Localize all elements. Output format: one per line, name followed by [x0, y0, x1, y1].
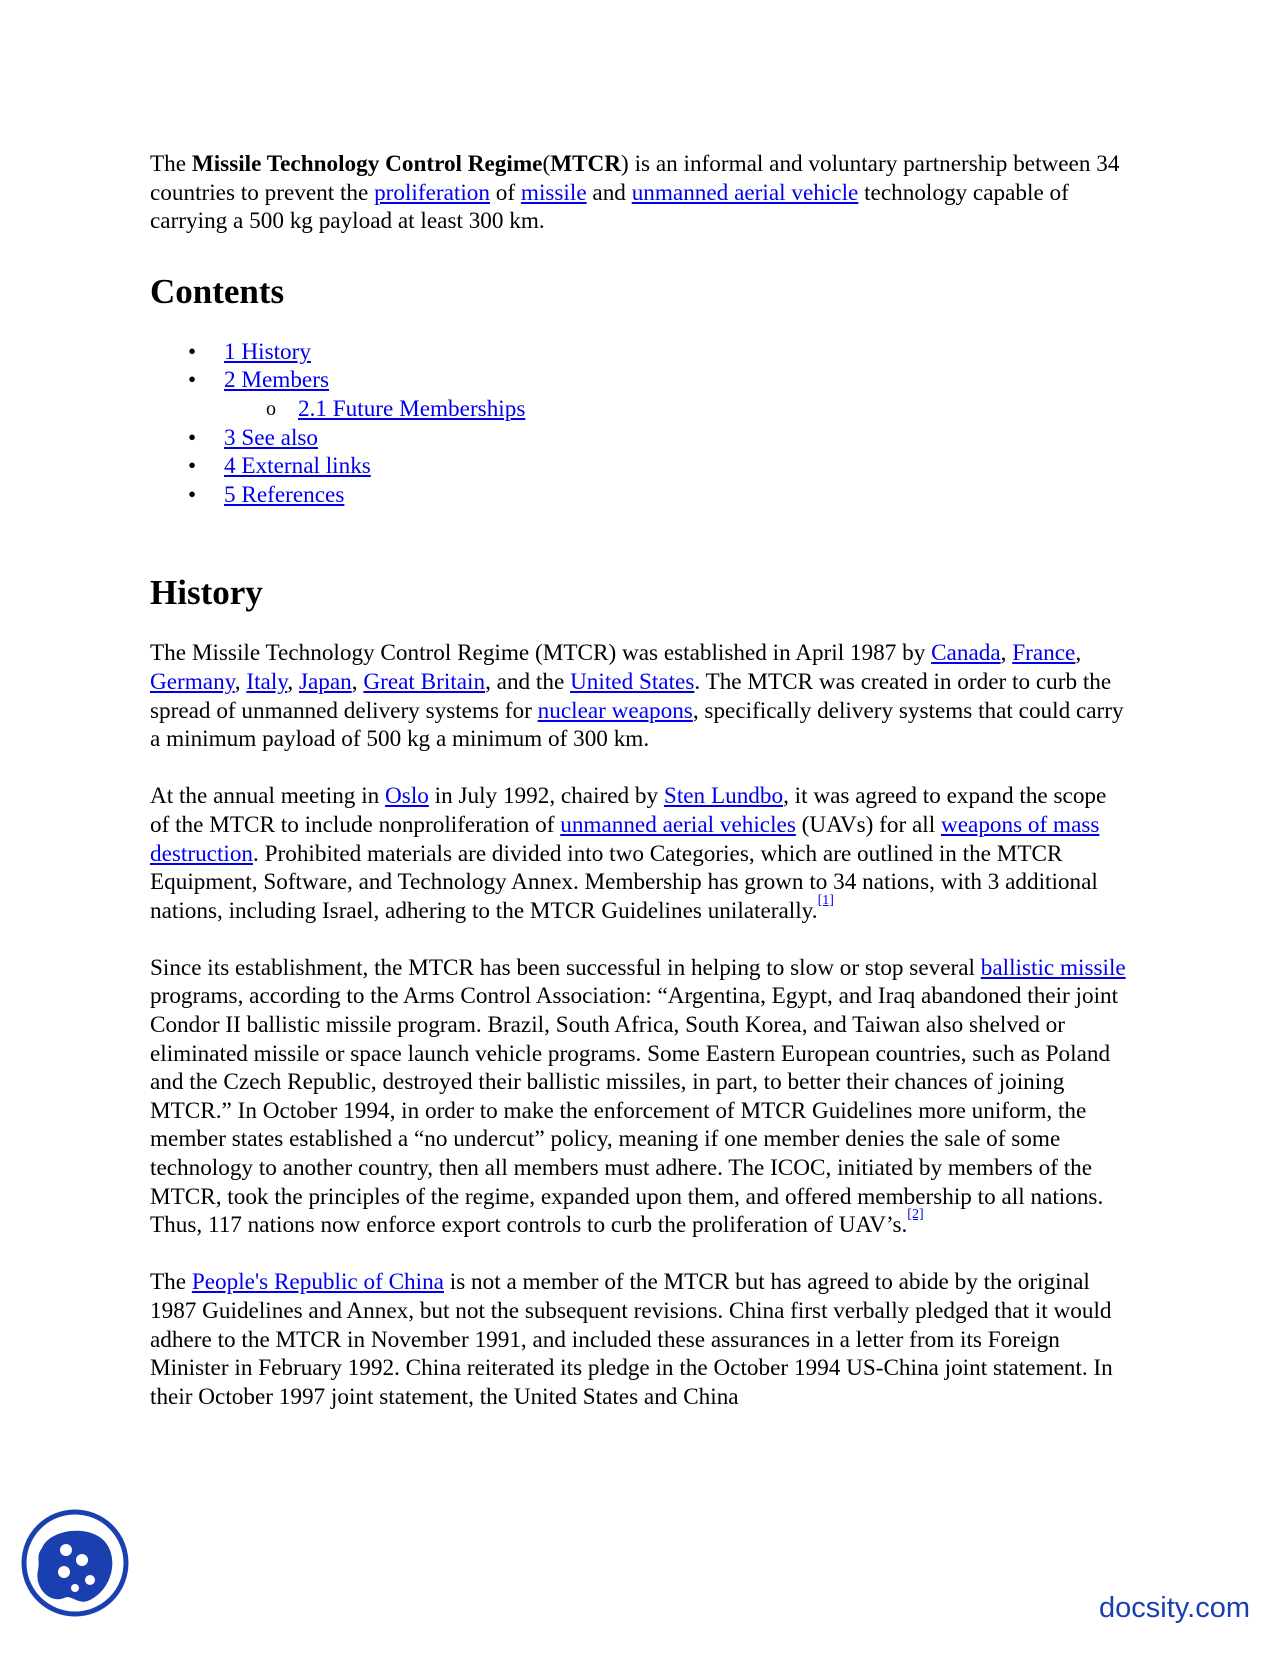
- link-proliferation[interactable]: proliferation: [374, 179, 490, 206]
- intro-paragraph: The Missile Technology Control Regime(MTCR) is an informal and voluntary partnership between 34 countries to prevent the proliferation of missile and unmanned aerial vehicle technology capable of carrying a 500 kg payload at least 300 km.: [150, 151, 1120, 235]
- link-nuclear-weapons[interactable]: nuclear weapons: [537, 697, 693, 724]
- link-oslo[interactable]: Oslo: [385, 783, 429, 810]
- bullet-icon: •: [188, 481, 197, 508]
- bullet-icon: •: [188, 338, 197, 365]
- reference-link-1[interactable]: [1]: [817, 892, 834, 908]
- history-paragraph-4: The People's Republic of China is not a member of the MTCR but has agreed to abide by the original 1987 Guidelines and Annex, but not the subsequent revisions. China first verbally pledged that it would adhere to the MTCR in November 1991, and included these assurances in a letter from its Foreign Minister in February 1992. China reiterated its pledge in the October 1994 US-China joint statement. In their October 1997 joint statement, the United States and China: [150, 1269, 1113, 1410]
- docsity-logo-icon[interactable]: [20, 1508, 130, 1618]
- mtcr-title: Missile Technology Control Regime: [191, 151, 543, 177]
- bullet-icon: •: [188, 367, 197, 394]
- link-peoples-republic-of-china[interactable]: People's Republic of China: [191, 1269, 444, 1296]
- history-paragraph-3: Since its establishment, the MTCR has been successful in helping to slow or stop several ballistic missile programs, according to the Arms Control Association: “Argentina, Egypt, and Iraq abandoned their joint Condor II ballistic missile program. Brazil, South Africa, South Korea, and Taiwan also shelved or eliminated missile or space launch vehicle programs. Some Eastern European countries, such as Poland and the Czech Republic, destroyed their ballistic missiles, in part, to better their chances of joining MTCR.” In October 1994, in order to make the enforcement of MTCR Guidelines more uniform, the member states established a “no undercut” policy, meaning if one member denies the sale of some technology to another country, then all members must adhere. The ICOC, initiated by members of the MTCR, took the principles of the regime, expanded upon them, and offered membership to all nations. Thus, 117 nations now enforce export controls to curb the proliferation of UAV’s.[2]: [150, 954, 1126, 1239]
- toc-item-see-also: [150, 424, 1130, 453]
- link-italy[interactable]: Italy: [246, 668, 288, 695]
- history-paragraph-2: At the annual meeting in Oslo in July 1992, chaired by Sten Lundbo, it was agreed to expand the scope of the MTCR to include nonproliferation of unmanned aerial vehicles (UAVs) for all weapons of mass destruction. Prohibited materials are divided into two Categories, which are outlined in the MTCR Equipment, Software, and Technology Annex. Membership has grown to 34 nations, with 3 additional nations, including Israel, adhering to the MTCR Guidelines unilaterally.[1]: [150, 783, 1107, 924]
- history-heading: History: [150, 573, 263, 613]
- toc-item-references: [150, 481, 1130, 510]
- toc-item-external-links: [150, 452, 1130, 481]
- document-page: [150, 150, 1130, 1440]
- contents-heading: Contents: [150, 271, 285, 311]
- link-united-states[interactable]: United States: [570, 668, 695, 695]
- toc-link-history[interactable]: 1 History: [224, 338, 311, 365]
- toc-link-members[interactable]: 2 Members: [224, 367, 329, 394]
- toc-link-future-memberships[interactable]: 2.1 Future Memberships: [298, 395, 526, 422]
- toc-link-references[interactable]: 5 References: [224, 481, 345, 508]
- mtcr-abbr: MTCR: [550, 151, 622, 177]
- link-weapons-of-mass-destruction[interactable]: weapons of mass destruction: [150, 811, 1100, 867]
- toc-item-future-memberships: [150, 395, 1130, 424]
- link-ballistic-missile[interactable]: ballistic missile: [980, 954, 1126, 981]
- toc-item-history: [150, 338, 1130, 367]
- reference-link-2[interactable]: [2]: [907, 1207, 924, 1223]
- link-canada[interactable]: Canada: [931, 640, 1001, 667]
- link-great-britain[interactable]: Great Britain: [363, 668, 486, 695]
- link-missile[interactable]: missile: [520, 179, 587, 206]
- link-unmanned-aerial-vehicle[interactable]: unmanned aerial vehicle: [631, 179, 859, 206]
- link-unmanned-aerial-vehicles[interactable]: unmanned aerial vehicles: [560, 811, 796, 838]
- table-of-contents: [150, 338, 1130, 510]
- toc-link-see-also[interactable]: 3 See also: [224, 424, 319, 451]
- link-japan[interactable]: Japan: [298, 668, 352, 695]
- sub-bullet-icon: o: [266, 397, 276, 420]
- link-france[interactable]: France: [1012, 640, 1076, 667]
- toc-link-external-links[interactable]: 4 External links: [224, 453, 371, 480]
- docsity-brand[interactable]: docsity.com: [1099, 1592, 1250, 1624]
- link-sten-lundbo[interactable]: Sten Lundbo: [663, 783, 784, 810]
- bullet-icon: •: [188, 453, 197, 480]
- link-germany[interactable]: Germany: [150, 668, 235, 695]
- history-paragraph-1: The Missile Technology Control Regime (MTCR) was established in April 1987 by Canada, France, Germany, Italy, Japan, Great Britain, and the United States. The MTCR was created in order to curb the spread of unmanned delivery systems for nuclear weapons, specifically delivery systems that could carry a minimum payload of 500 kg a minimum of 300 km.: [150, 640, 1124, 753]
- toc-item-members: [150, 366, 1130, 395]
- bullet-icon: •: [188, 424, 197, 451]
